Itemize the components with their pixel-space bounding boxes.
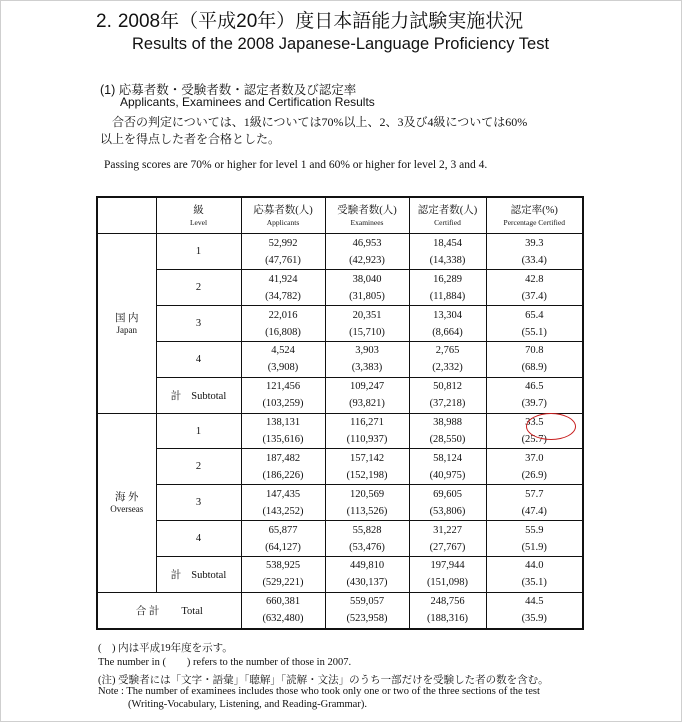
cell-applicants-prev: (3,908) (241, 359, 325, 377)
cell-examinees-prev: (110,937) (325, 431, 409, 449)
cell-certified-prev: (151,098) (409, 574, 486, 592)
cell-examinees-prev: (152,198) (325, 467, 409, 485)
header-rate-ja: 認定率(%) (510, 204, 558, 216)
cell-rate-prev: (37.4) (486, 288, 583, 306)
header-examinees-ja: 受験者数(人) (337, 204, 397, 216)
cell-applicants-prev: (34,782) (241, 288, 325, 306)
header-applicants (241, 197, 325, 234)
group-overseas-ja: 海 外 (114, 491, 139, 503)
header-rate-en: Percentage Certified (503, 217, 565, 227)
cell-examinees: 55,828 (325, 521, 409, 539)
table-row-japan (97, 306, 583, 324)
cell-rate: 57.7 (486, 485, 583, 503)
cell-rate: 39.3 (486, 234, 583, 252)
cell-rate-prev: (35.1) (486, 574, 583, 592)
cell-examinees: 20,351 (325, 306, 409, 324)
group-overseas (97, 413, 156, 592)
cell-rate-prev: (26.9) (486, 467, 583, 485)
paragraph-line-1: 合否の判定については、1級については70%以上、2、3及び4級については60% (112, 115, 528, 129)
cell-examinees: 38,040 (325, 270, 409, 288)
page-title-en: Results of the 2008 Japanese-Language Proficiency Test (132, 35, 550, 53)
subsection-heading-en: Applicants, Examinees and Certification Results (120, 95, 375, 109)
cell-examinees: 157,142 (325, 449, 409, 467)
cell-examinees-prev: (31,805) (325, 288, 409, 306)
header-level (156, 197, 241, 234)
cell-examinees: 120,569 (325, 485, 409, 503)
cell-applicants: 52,992 (241, 234, 325, 252)
cell-subtotal-label (156, 377, 241, 413)
header-examinees (325, 197, 409, 234)
cell-level: 2 (156, 449, 241, 485)
cell-examinees-prev: (53,476) (325, 539, 409, 557)
cell-examinees-prev: (113,526) (325, 503, 409, 521)
highlight-circle (526, 413, 576, 440)
cell-certified: 69,605 (409, 485, 486, 503)
note-ja: (注) 受験者には「文字・語彙」「聴解」「読解・文法」のうち一部だけを受験した者の数を含む。 (98, 675, 549, 686)
cell-rate: 42.8 (486, 270, 583, 288)
cell-level: 1 (156, 413, 241, 449)
table-row-overseas-subtotal (97, 556, 583, 574)
cell-rate: 37.0 (486, 449, 583, 467)
cell-certified: 18,454 (409, 234, 486, 252)
cell-certified-prev: (40,975) (409, 467, 486, 485)
cell-rate-prev: (39.7) (486, 395, 583, 413)
header-level-en: Level (189, 217, 208, 227)
cell-rate-prev: (25.7) (486, 431, 583, 449)
header-applicants-en: Applicants (266, 217, 300, 227)
cell-total-label (97, 592, 241, 629)
cell-rate-prev: (47.4) (486, 503, 583, 521)
page-title-ja (96, 6, 523, 33)
table-row-japan (97, 341, 583, 359)
cell-applicants: 41,924 (241, 270, 325, 288)
subtotal-en: Subtotal (191, 569, 227, 581)
cell-rate: 44.0 (486, 556, 583, 574)
header-certified-ja: 認定者数(人) (417, 204, 478, 216)
cell-level: 4 (156, 521, 241, 557)
cell-certified: 31,227 (409, 521, 486, 539)
cell-rate-prev: (33.4) (486, 252, 583, 270)
table-body (97, 234, 583, 629)
header-rate (486, 197, 583, 234)
cell-rate: 55.9 (486, 521, 583, 539)
note-en-2: (Writing-Vocabulary, Listening, and Reading-Grammar). (128, 699, 367, 710)
cell-applicants-prev: (135,616) (241, 431, 325, 449)
passing-criteria-ja (100, 114, 590, 148)
total-en: Total (181, 605, 203, 617)
cell-rate: 70.8 (486, 341, 583, 359)
passing-criteria-en: Passing scores are 70% or higher for level 1 and 60% or higher for level 2, 3 and 4. (104, 159, 488, 171)
table-row-japan-subtotal (97, 377, 583, 395)
cell-applicants: 121,456 (241, 377, 325, 395)
cell-applicants-prev: (186,226) (241, 467, 325, 485)
subsection-heading-ja: (1) 応募者数・受験者数・認定者数及び認定率 (100, 83, 357, 97)
cell-certified: 2,765 (409, 341, 486, 359)
header-blank (97, 197, 156, 234)
title-text-ja: 2008年（平成20年）度日本語能力試験実施状況 (117, 11, 524, 32)
header-level-ja: 級 (193, 204, 204, 216)
cell-applicants-prev: (16,808) (241, 324, 325, 342)
cell-rate: 33.5 (486, 413, 583, 431)
table-row-japan (97, 270, 583, 288)
cell-applicants-prev: (64,127) (241, 539, 325, 557)
group-japan-ja: 国 内 (114, 312, 139, 324)
header-examinees-en: Examinees (350, 217, 384, 227)
cell-examinees: 46,953 (325, 234, 409, 252)
cell-examinees-prev: (93,821) (325, 395, 409, 413)
cell-level: 3 (156, 306, 241, 342)
cell-applicants: 65,877 (241, 521, 325, 539)
cell-certified-prev: (14,338) (409, 252, 486, 270)
cell-certified-prev: (188,316) (409, 610, 486, 629)
cell-rate-prev: (68.9) (486, 359, 583, 377)
cell-applicants: 660,381 (241, 592, 325, 610)
cell-level: 1 (156, 234, 241, 270)
cell-level: 4 (156, 341, 241, 377)
cell-certified-prev: (28,550) (409, 431, 486, 449)
cell-applicants-prev: (529,221) (241, 574, 325, 592)
cell-examinees: 3,903 (325, 341, 409, 359)
note-parens-ja: ( ) 内は平成19年度を示す。 (98, 643, 233, 654)
cell-certified: 50,812 (409, 377, 486, 395)
group-japan (97, 234, 156, 413)
total-ja: 合 計 (135, 605, 160, 617)
cell-applicants: 538,925 (241, 556, 325, 574)
cell-rate: 44.5 (486, 592, 583, 610)
cell-certified: 197,944 (409, 556, 486, 574)
table-row-overseas (97, 521, 583, 539)
cell-applicants-prev: (632,480) (241, 610, 325, 629)
cell-certified-prev: (11,884) (409, 288, 486, 306)
cell-examinees-prev: (430,137) (325, 574, 409, 592)
cell-certified: 13,304 (409, 306, 486, 324)
cell-certified-prev: (8,664) (409, 324, 486, 342)
cell-rate: 65.4 (486, 306, 583, 324)
cell-certified: 16,289 (409, 270, 486, 288)
cell-level: 3 (156, 485, 241, 521)
cell-rate: 46.5 (486, 377, 583, 395)
note-parens-en: The number in ( ) refers to the number of those in 2007. (98, 657, 352, 668)
cell-applicants: 138,131 (241, 413, 325, 431)
section-number: 2. (96, 11, 112, 32)
cell-applicants: 4,524 (241, 341, 325, 359)
cell-applicants: 22,016 (241, 306, 325, 324)
results-table (96, 196, 584, 630)
cell-applicants: 147,435 (241, 485, 325, 503)
cell-certified: 58,124 (409, 449, 486, 467)
cell-rate-prev: (35.9) (486, 610, 583, 629)
paragraph-line-2: 以上を得点した者を合格とした。 (100, 132, 281, 146)
table-row-total (97, 592, 583, 610)
cell-certified-prev: (2,332) (409, 359, 486, 377)
note-en-1: Note : The number of examinees includes those who took only one or two of the three sections of the test (98, 686, 540, 697)
group-japan-en: Japan (116, 324, 137, 335)
cell-subtotal-label (156, 556, 241, 592)
header-certified (409, 197, 486, 234)
cell-examinees: 449,810 (325, 556, 409, 574)
table-row-japan (97, 234, 583, 252)
cell-rate-prev: (51.9) (486, 539, 583, 557)
table-row-overseas (97, 413, 583, 431)
header-row (97, 197, 583, 234)
group-overseas-en: Overseas (110, 503, 144, 514)
cell-examinees-prev: (523,958) (325, 610, 409, 629)
cell-examinees-prev: (42,923) (325, 252, 409, 270)
header-applicants-ja: 応募者数(人) (253, 204, 313, 216)
cell-applicants-prev: (47,761) (241, 252, 325, 270)
cell-certified-prev: (53,806) (409, 503, 486, 521)
cell-certified-prev: (37,218) (409, 395, 486, 413)
cell-applicants-prev: (103,259) (241, 395, 325, 413)
subtotal-ja: 計 (170, 390, 182, 402)
cell-rate-prev: (55.1) (486, 324, 583, 342)
cell-certified: 248,756 (409, 592, 486, 610)
cell-examinees: 109,247 (325, 377, 409, 395)
subtotal-en: Subtotal (191, 390, 227, 402)
cell-certified-prev: (27,767) (409, 539, 486, 557)
cell-examinees-prev: (3,383) (325, 359, 409, 377)
cell-examinees: 116,271 (325, 413, 409, 431)
cell-examinees: 559,057 (325, 592, 409, 610)
subtotal-ja: 計 (170, 569, 182, 581)
cell-applicants: 187,482 (241, 449, 325, 467)
cell-examinees-prev: (15,710) (325, 324, 409, 342)
table-row-overseas (97, 485, 583, 503)
cell-level: 2 (156, 270, 241, 306)
cell-applicants-prev: (143,252) (241, 503, 325, 521)
table-row-overseas (97, 449, 583, 467)
header-certified-en: Certified (434, 217, 461, 227)
cell-certified: 38,988 (409, 413, 486, 431)
